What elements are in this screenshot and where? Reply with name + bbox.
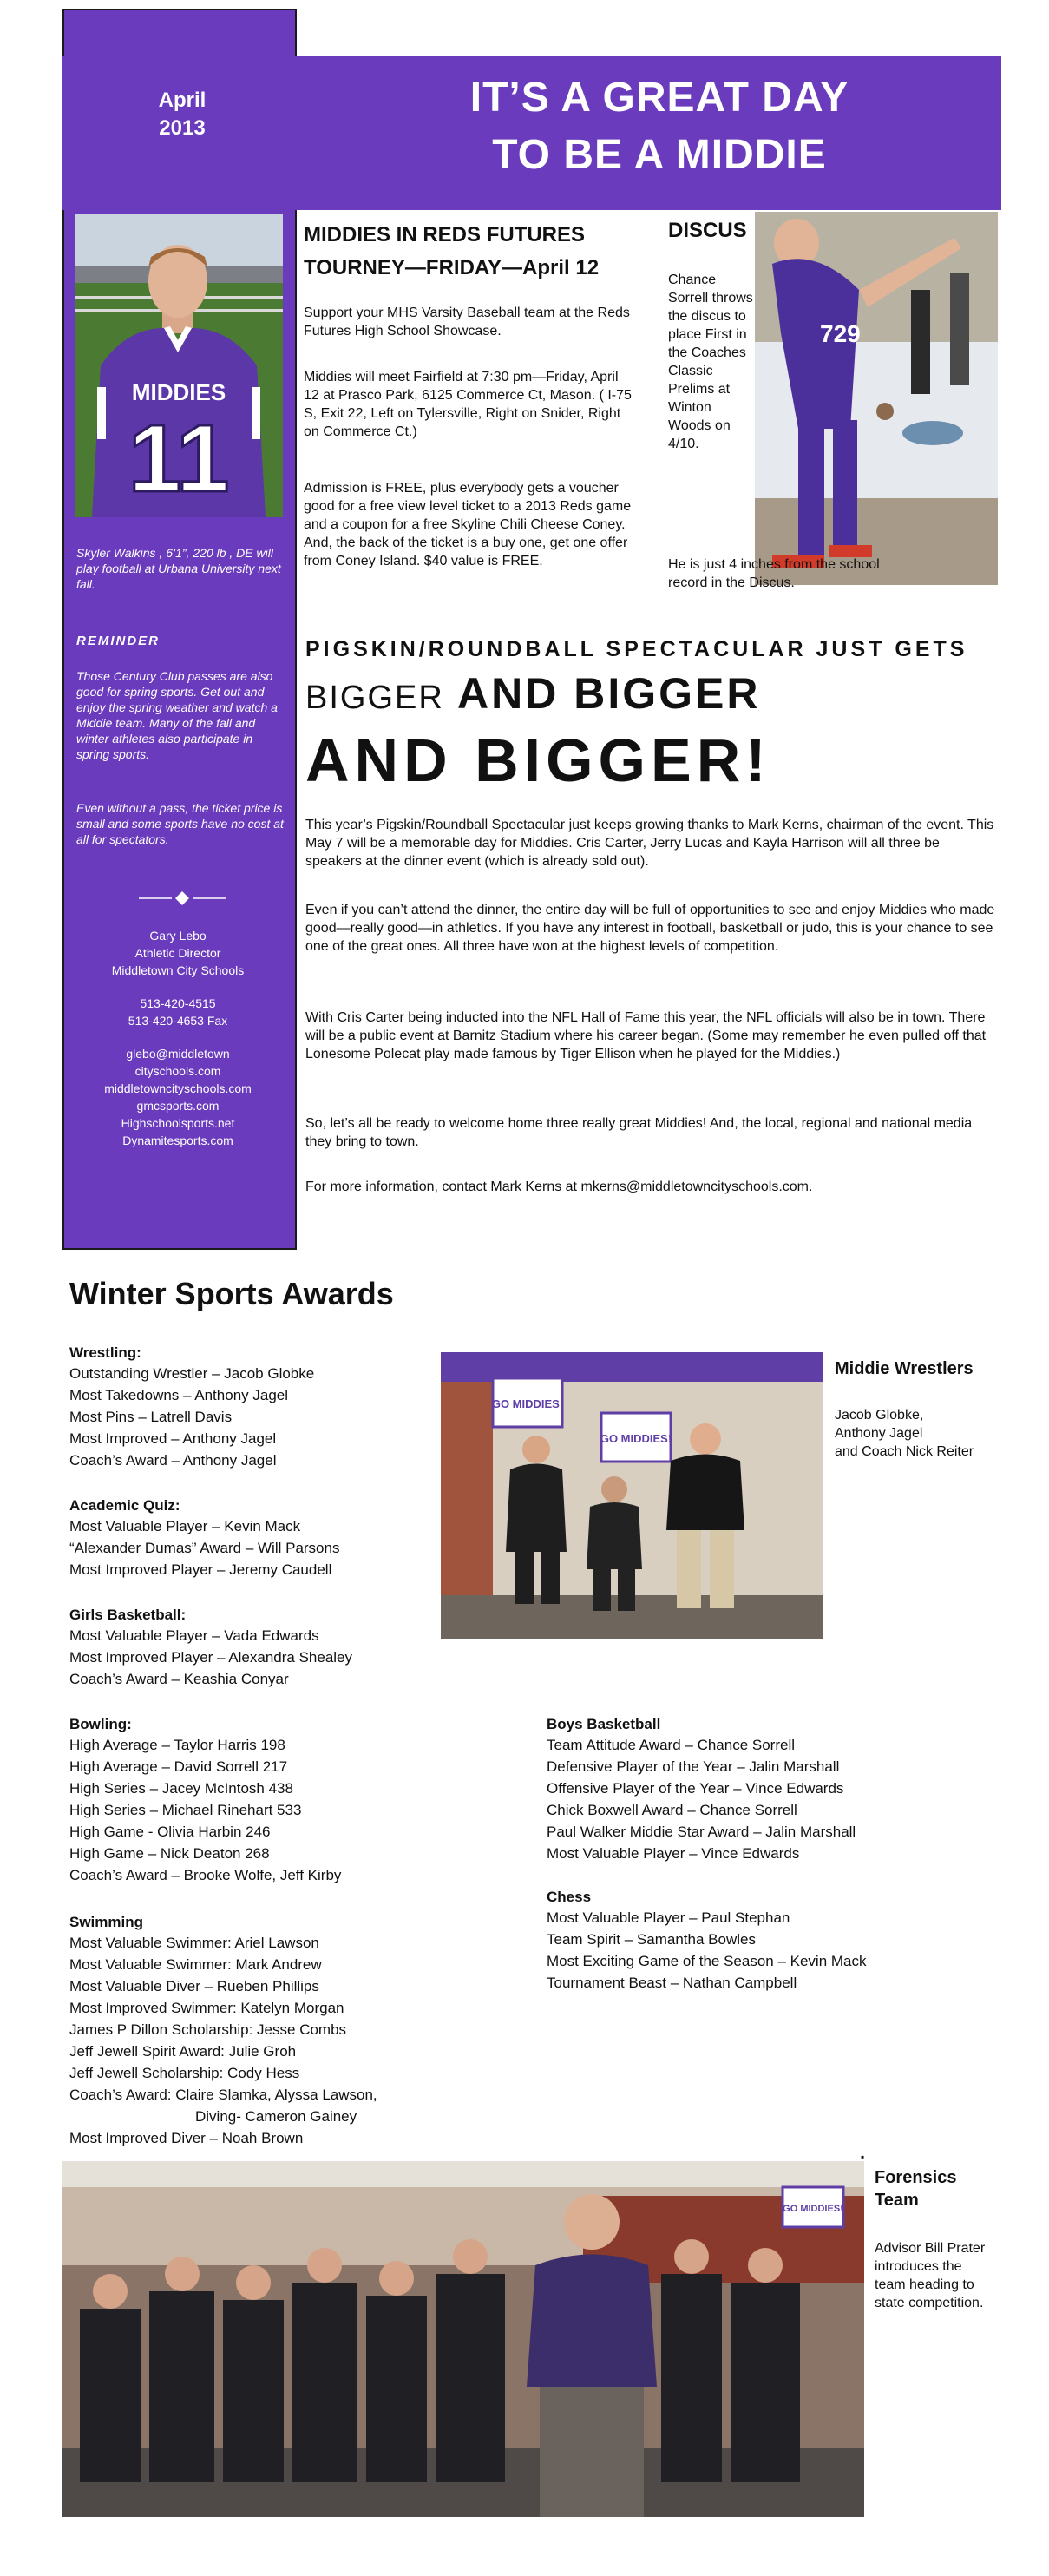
awards-academic-quiz	[69, 1496, 486, 1580]
pigskin-paragraph-5: For more information, contact Mark Kerns at mkerns@middletowncityschools.com.	[305, 1180, 813, 1194]
award-line: Most Valuable Player – Vada Edwards	[69, 1627, 319, 1644]
awards-section-heading: Bowling:	[69, 1716, 132, 1732]
player-photo	[75, 214, 283, 517]
wrestlers-caption-line-1: Jacob Globke,	[835, 1408, 924, 1423]
award-line: High Series – Jacey McIntosh 438	[69, 1780, 293, 1797]
award-line: “Alexander Dumas” Award – Will Parsons	[69, 1540, 340, 1556]
discus-paragraph-1: Chance Sorrell throws the discus to place First in the Coaches Classic Prelims at Winton Woods on 4/10.	[668, 273, 753, 451]
contact-role: Athletic Director	[134, 946, 221, 960]
pigskin-paragraph-2: Even if you can’t attend the dinner, the entire day will be full of opportunities to see and enjoy Middies who made good—really good—in athletics. If you have any interest in football, basketball or judo, this is your chance to see one of the great ones. All three have won at the highest levels of competition.	[305, 903, 995, 954]
ornament-divider	[130, 890, 234, 907]
wrestlers-title: Middie Wrestlers	[835, 1359, 974, 1378]
wrestlers-caption-line-2: Anthony Jagel	[835, 1426, 923, 1441]
contact-name: Gary Lebo	[149, 929, 207, 943]
pigskin-headline-line-2	[305, 668, 761, 719]
issue-month: April	[158, 89, 207, 112]
award-line: Most Valuable Swimmer: Ariel Lawson	[69, 1935, 319, 1951]
award-line: Most Improved Swimmer: Katelyn Morgan	[69, 2000, 344, 2016]
pigskin-headline-bigger: BIGGER	[305, 680, 444, 716]
awards-section-heading: Wrestling:	[69, 1344, 141, 1361]
wrestlers-sign-right: GO MIDDIES!	[600, 1432, 672, 1445]
contact-site-4: Dynamitesports.com	[122, 1134, 233, 1147]
award-line: High Game – Nick Deaton 268	[69, 1845, 270, 1862]
forensics-photo	[62, 2161, 864, 2517]
contact-site-3: Highschoolsports.net	[121, 1116, 235, 1130]
discus-title: DISCUS	[668, 219, 747, 242]
pigskin-paragraph-4: So, let’s all be ready to welcome home three really great Middies! And, the local, regional and national media they bring to town.	[305, 1116, 973, 1149]
contact-org: Middletown City Schools	[111, 963, 245, 977]
awards-section-heading: Boys Basketball	[547, 1716, 661, 1732]
award-line: Most Valuable Diver – Rueben Phillips	[69, 1978, 319, 1994]
forensics-title: Forensics Team	[875, 2168, 957, 2210]
awards-wrestling	[69, 1344, 486, 1471]
award-line: High Average – David Sorrell 217	[69, 1758, 288, 1775]
headline-line-2: TO BE A MIDDIE	[492, 132, 827, 178]
award-line: Coach’s Award – Anthony Jagel	[69, 1452, 277, 1469]
award-line: Most Valuable Player – Vince Edwards	[547, 1845, 800, 1862]
award-line: Most Improved Player – Alexandra Shealey	[69, 1649, 353, 1666]
wrestlers-caption	[835, 1406, 1008, 1461]
awards-section-heading: Girls Basketball:	[69, 1607, 187, 1623]
reds-paragraph-3: Admission is FREE, plus everybody gets a voucher good for a free view level ticket to a 2013 Reds game and a coupon for a free Skyline Chili Cheese Coney. And, the back of the ticket is a buy one, get one offer from Coney Island. $40 value is FREE.	[304, 481, 632, 568]
awards-section-heading: Swimming	[69, 1914, 144, 1930]
pigskin-paragraph-1: This year’s Pigskin/Roundball Spectacular just keeps growing thanks to Mark Kerns, chairman of the event. This May 7 will be a memorable day for Middies. Cris Carter, Jerry Lucas and Kayla Harrison will all three be speakers at the dinner event (which is already sold out).	[305, 818, 994, 869]
contact-fax: 513-420-4653 Fax	[128, 1014, 228, 1028]
award-line: Tournament Beast – Nathan Campbell	[547, 1975, 797, 1991]
contact-email-line-2: cityschools.com	[134, 1064, 221, 1078]
awards-chess	[547, 1888, 998, 1994]
awards-title: Winter Sports Awards	[69, 1276, 394, 1311]
award-line: Jeff Jewell Spirit Award: Julie Groh	[69, 2043, 297, 2060]
awards-section-heading: Academic Quiz:	[69, 1497, 180, 1514]
award-line: Coach’s Award: Claire Slamka, Alyssa Lawson,	[69, 2086, 377, 2103]
award-line: Team Attitude Award – Chance Sorrell	[547, 1737, 796, 1753]
jersey-text: MIDDIES	[131, 379, 226, 405]
award-line: High Series – Michael Rinehart 533	[69, 1802, 302, 1818]
award-line: Jeff Jewell Scholarship: Cody Hess	[69, 2065, 300, 2081]
reminder-title: REMINDER	[76, 634, 161, 648]
reminder-paragraph-1: Those Century Club passes are also good for spring sports. Get out and enjoy the spring weather and watch a Middie team. Many of the fall and winter athletes also participate in spring sports.	[76, 669, 278, 761]
award-line: Most Takedowns – Anthony Jagel	[69, 1387, 289, 1403]
award-line: Diving- Cameron Gainey	[195, 2108, 357, 2125]
award-line: Most Exciting Game of the Season – Kevin Mack	[547, 1953, 867, 1969]
issue-date	[95, 87, 269, 142]
masthead-headline	[347, 69, 972, 184]
award-line: Coach’s Award – Keashia Conyar	[69, 1671, 289, 1687]
reds-paragraph-2: Middies will meet Fairfield at 7:30 pm—Friday, April 12 at Prasco Park, 6125 Commerce Ct, Mason. ( I-75 S, Exit 22, Left on Tylersville, Right on Snider, Right on Commerce Ct.)	[304, 370, 632, 439]
award-line: Most Improved Player – Jeremy Caudell	[69, 1561, 332, 1578]
contact-email-line-1: glebo@middletown	[126, 1047, 230, 1061]
forensics-sign: GO MIDDIES!	[783, 2204, 843, 2214]
contact-site-1: middletowncityschools.com	[104, 1081, 252, 1095]
contact-site-2: gmcsports.com	[136, 1099, 220, 1113]
reds-paragraph-1: Support your MHS Varsity Baseball team at the Reds Futures High School Showcase.	[304, 306, 630, 338]
discus-paragraph-2: He is just 4 inches from the school record in the Discus.	[668, 557, 880, 590]
awards-girls-basketball	[69, 1606, 486, 1690]
bullet-icon: ▪	[861, 2151, 865, 2163]
reminder-paragraph-2: Even without a pass, the ticket price is small and some sports have no cost at all for spectators.	[76, 801, 284, 846]
award-line: Most Pins – Latrell Davis	[69, 1409, 233, 1425]
awards-section-heading: Chess	[547, 1889, 592, 1905]
wrestlers-photo	[441, 1352, 823, 1639]
award-line: Outstanding Wrestler – Jacob Globke	[69, 1365, 315, 1382]
award-line: Chick Boxwell Award – Chance Sorrell	[547, 1802, 797, 1818]
awards-swimming	[69, 1913, 486, 2149]
award-line: James P Dillon Scholarship: Jesse Combs	[69, 2021, 347, 2038]
forensics-caption: Advisor Bill Prater introduces the team heading to state competition.	[875, 2241, 986, 2310]
awards-boys-basketball	[547, 1715, 998, 1864]
contact-block	[78, 927, 278, 1149]
award-line: Most Improved Diver – Noah Brown	[69, 2130, 304, 2146]
award-line: Offensive Player of the Year – Vince Edwards	[547, 1780, 844, 1797]
pigskin-paragraph-3: With Cris Carter being inducted into the NFL Hall of Fame this year, the NFL officials will also be in town. There will be a public event at Barnitz Stadium where his career began. (Some may remember he even pulled off that Lonesome Polecat play made famous by Tiger Ellison when he played for the Middies.)	[305, 1010, 987, 1061]
awards-bowling	[69, 1715, 486, 1886]
jersey-number: 11	[128, 405, 230, 512]
pigskin-kicker: PIGSKIN/ROUNDBALL SPECTACULAR JUST GETS	[305, 637, 968, 661]
pigskin-headline-and-bigger: AND BIGGER	[457, 669, 761, 718]
award-line: High Average – Taylor Harris 198	[69, 1737, 285, 1753]
wrestlers-sign-left: GO MIDDIES!	[491, 1397, 564, 1410]
award-line: Most Valuable Player – Paul Stephan	[547, 1909, 790, 1926]
player-caption: Skyler Walkins , 6’1”, 220 lb , DE will play football at Urbana University next fall.	[76, 546, 281, 591]
award-line: Most Valuable Swimmer: Mark Andrew	[69, 1956, 322, 1973]
issue-year: 2013	[159, 116, 206, 140]
award-line: Paul Walker Middie Star Award – Jalin Marshall	[547, 1824, 856, 1840]
discus-photo	[755, 212, 998, 585]
wrestlers-caption-line-3: and Coach Nick Reiter	[835, 1444, 974, 1459]
pigskin-headline-line-3: AND BIGGER!	[305, 726, 771, 794]
discus-bib-number: 729	[820, 320, 861, 347]
award-line: High Game - Olivia Harbin 246	[69, 1824, 271, 1840]
award-line: Most Improved – Anthony Jagel	[69, 1430, 277, 1447]
contact-phone: 513-420-4515	[140, 996, 216, 1010]
award-line: Defensive Player of the Year – Jalin Marshall	[547, 1758, 840, 1775]
award-line: Team Spirit – Samantha Bowles	[547, 1931, 756, 1948]
award-line: Coach’s Award – Brooke Wolfe, Jeff Kirby	[69, 1867, 342, 1883]
reds-article-title: MIDDIES IN REDS FUTURES TOURNEY—FRIDAY—April 12	[304, 223, 600, 279]
award-line: Most Valuable Player – Kevin Mack	[69, 1518, 301, 1534]
headline-line-1: IT’S A GREAT DAY	[469, 75, 849, 121]
